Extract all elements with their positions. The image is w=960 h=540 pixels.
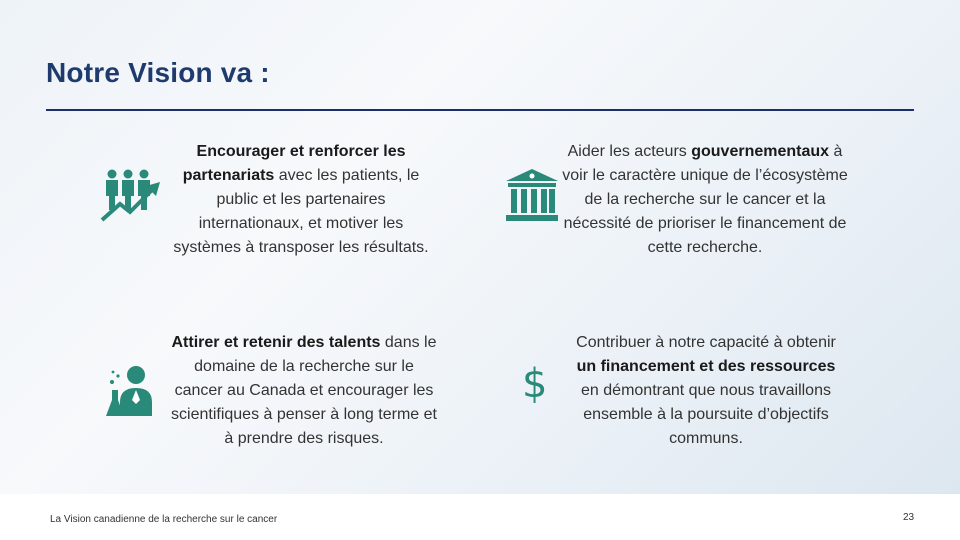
footer-text: La Vision canadienne de la recherche sur le cancer <box>50 514 278 525</box>
vision-point-bold: Encourager et renforcer les partenariats <box>182 143 406 184</box>
vision-point-text: avec les patients, le public et les partenaires internationaux, et motiver les systèmes à transposer les résultats. <box>173 167 429 256</box>
people-growth-icon <box>100 168 164 226</box>
page-number: 23 <box>903 512 915 523</box>
vision-point-pre: Aider les acteurs <box>567 143 692 160</box>
page-title: Notre Vision va : <box>46 57 270 88</box>
title-divider <box>46 109 914 111</box>
vision-point-talent <box>168 331 440 451</box>
vision-point-partnerships <box>170 140 432 260</box>
vision-point-text: à voir le caractère unique de l’écosystème de la recherche sur le cancer et la nécessité de prioriser le financement de cette recherche. <box>562 143 848 256</box>
vision-point-government <box>560 140 850 260</box>
vision-point-bold: un financement et des ressources <box>576 358 836 375</box>
vision-point-pre: Contribuer à notre capacité à obtenir <box>576 334 836 351</box>
vision-point-text: en démontrant que nous travaillons ensemble à la poursuite d’objectifs communs. <box>581 382 831 447</box>
vision-point-text: dans le domaine de la recherche sur le cancer au Canada et encourager les scientifiques à penser à long terme et à prendre des risques. <box>171 334 437 447</box>
vision-point-funding <box>570 331 842 451</box>
scientist-icon <box>102 362 158 418</box>
vision-point-bold: gouvernementaux <box>691 143 830 160</box>
dollar-icon: $ <box>522 361 548 407</box>
vision-point-bold: Attirer et retenir des talents <box>171 334 381 351</box>
government-building-icon <box>504 167 560 223</box>
